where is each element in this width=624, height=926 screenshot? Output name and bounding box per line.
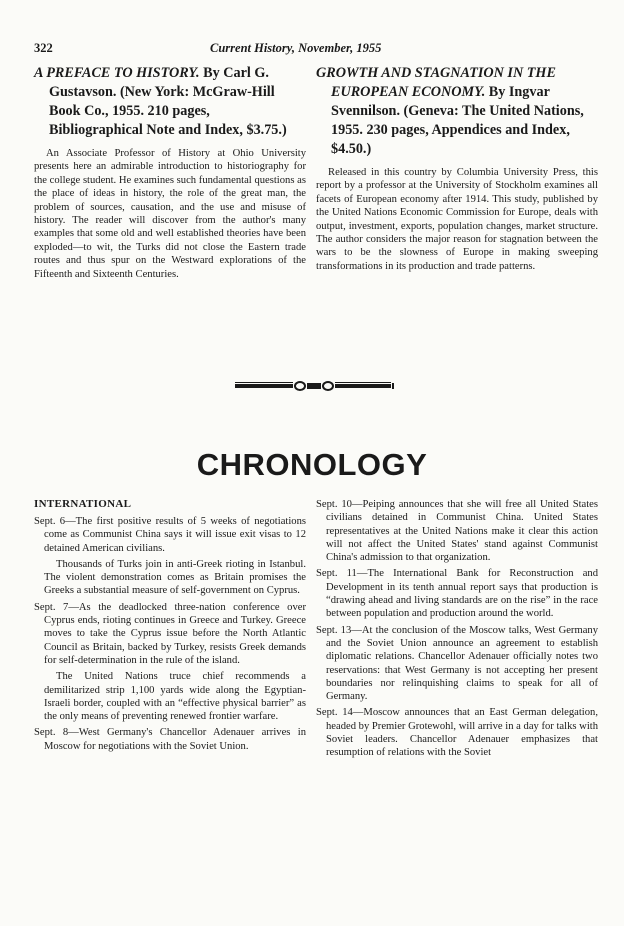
book-citation: By Carl G. Gustavson. (New York: McGraw-Hill Book Co., 1955. 210 pages, Bibliographical Note and Index, $3.75.) bbox=[49, 65, 287, 138]
chronology-entry: Sept. 7—As the deadlocked three-nation conference over Cyprus ends, rioting continues in Greece and Turkey. Greece moves to take the Cyprus issue before the North Atlantic Council as Britain, backed by Turkey, resists Greek demands for self-determination in the rule of the island. bbox=[34, 601, 306, 666]
book-title: A PREFACE TO HISTORY. bbox=[34, 65, 200, 81]
left-entries bbox=[34, 515, 306, 753]
review-heading bbox=[34, 64, 306, 140]
review-text: Released in this country by Columbia University Press, this report by a professor at the University of Stockholm examines all facets of European economy after 1914. This study, published by the United Nations Economic Commission for Europe, deals with output, investment, exports, population changes, market structure. The author considers the major reason for stagnation between the wars to be the slowness of Europe in making sweeping transformations in its production and trade patterns. bbox=[316, 167, 598, 272]
chronology-entry: Sept. 13—At the conclusion of the Moscow talks, West Germany and the Soviet Union announce an agreement to establish diplomatic relations. Chancellor Adenauer officially notes two reservations: that West Germany is not accepting her present boundaries nor relinquishing claims to speak for all of Germany. bbox=[316, 624, 598, 703]
review-left bbox=[34, 64, 306, 281]
chronology-entry: Sept. 8—West Germany's Chancellor Adenauer arrives in Moscow for negotiations with the Soviet Union. bbox=[34, 727, 306, 752]
page-number: 322 bbox=[34, 41, 53, 55]
chronology-entry: Sept. 14—Moscow announces that an East German delegation, headed by Premier Grotewohl, will arrive in a day for talks with Soviet leaders. Chancellor Adenauer emphasizes that resumption of relations with the Soviet bbox=[316, 707, 598, 759]
section-divider-ornament bbox=[235, 381, 395, 391]
chronology-entry: Sept. 11—The International Bank for Reconstruction and Development in its tenth annual report says that production is “drawing ahead and living standards are on the rise” in the race between population and production around the world. bbox=[316, 568, 598, 620]
review-right bbox=[316, 64, 598, 273]
chronology-left-column bbox=[34, 498, 306, 756]
book-citation: By Ingvar Svennilson. (Geneva: The United Nations, 1955. 230 pages, Appendices and Index, $4.50.) bbox=[331, 84, 584, 157]
book-title: GROWTH AND STAGNATION IN THE EUROPEAN ECONOMY. bbox=[316, 65, 556, 100]
chronology-title: CHRONOLOGY bbox=[196, 447, 428, 482]
chronology-entry: Sept. 10—Peiping announces that she will free all United States civilians detained in Communist China. United States representatives at the United Nations make it clear this action will not affect the United States' stand against Communist China's admission to that organization. bbox=[316, 499, 598, 564]
chronology-entry-continuation: The United Nations truce chief recommends a demilitarized strip 1,100 yards wide along the Egyptian-Israeli border, coupled with an “effective physical barrier” as the only means of preventing renewed frontier warfare. bbox=[44, 671, 306, 723]
chronology-entry: Sept. 6—The first positive results of 5 weeks of negotiations come as Communist China says it will issue exit visas to 12 detained American civilians. bbox=[34, 516, 306, 554]
section-heading: INTERNATIONAL bbox=[34, 498, 132, 510]
chronology-right-column bbox=[316, 498, 598, 763]
review-heading bbox=[316, 64, 598, 159]
chronology-entry-continuation: Thousands of Turks join in anti-Greek rioting in Istanbul. The violent demonstration comes as Britain promises the Greeks a substantial measure of self-government on Cyprus. bbox=[44, 558, 306, 597]
review-text: An Associate Professor of History at Ohio University presents here an admirable introduction to historiography for the college student. He examines such fundamental questions as the place of ideas in history, the role of the great man, the problem of sources, causation, and the use and misuse of history. The reader will discover from the author's many examples that some old and well established theories have been exploded—to wit, the Turks did not close the Eastern trade routes and thus spur on the Westward explorations of the Fifteenth and Sixteenth Centuries. bbox=[34, 148, 306, 280]
right-entries bbox=[316, 498, 598, 760]
running-title: Current History, November, 1955 bbox=[210, 41, 382, 55]
